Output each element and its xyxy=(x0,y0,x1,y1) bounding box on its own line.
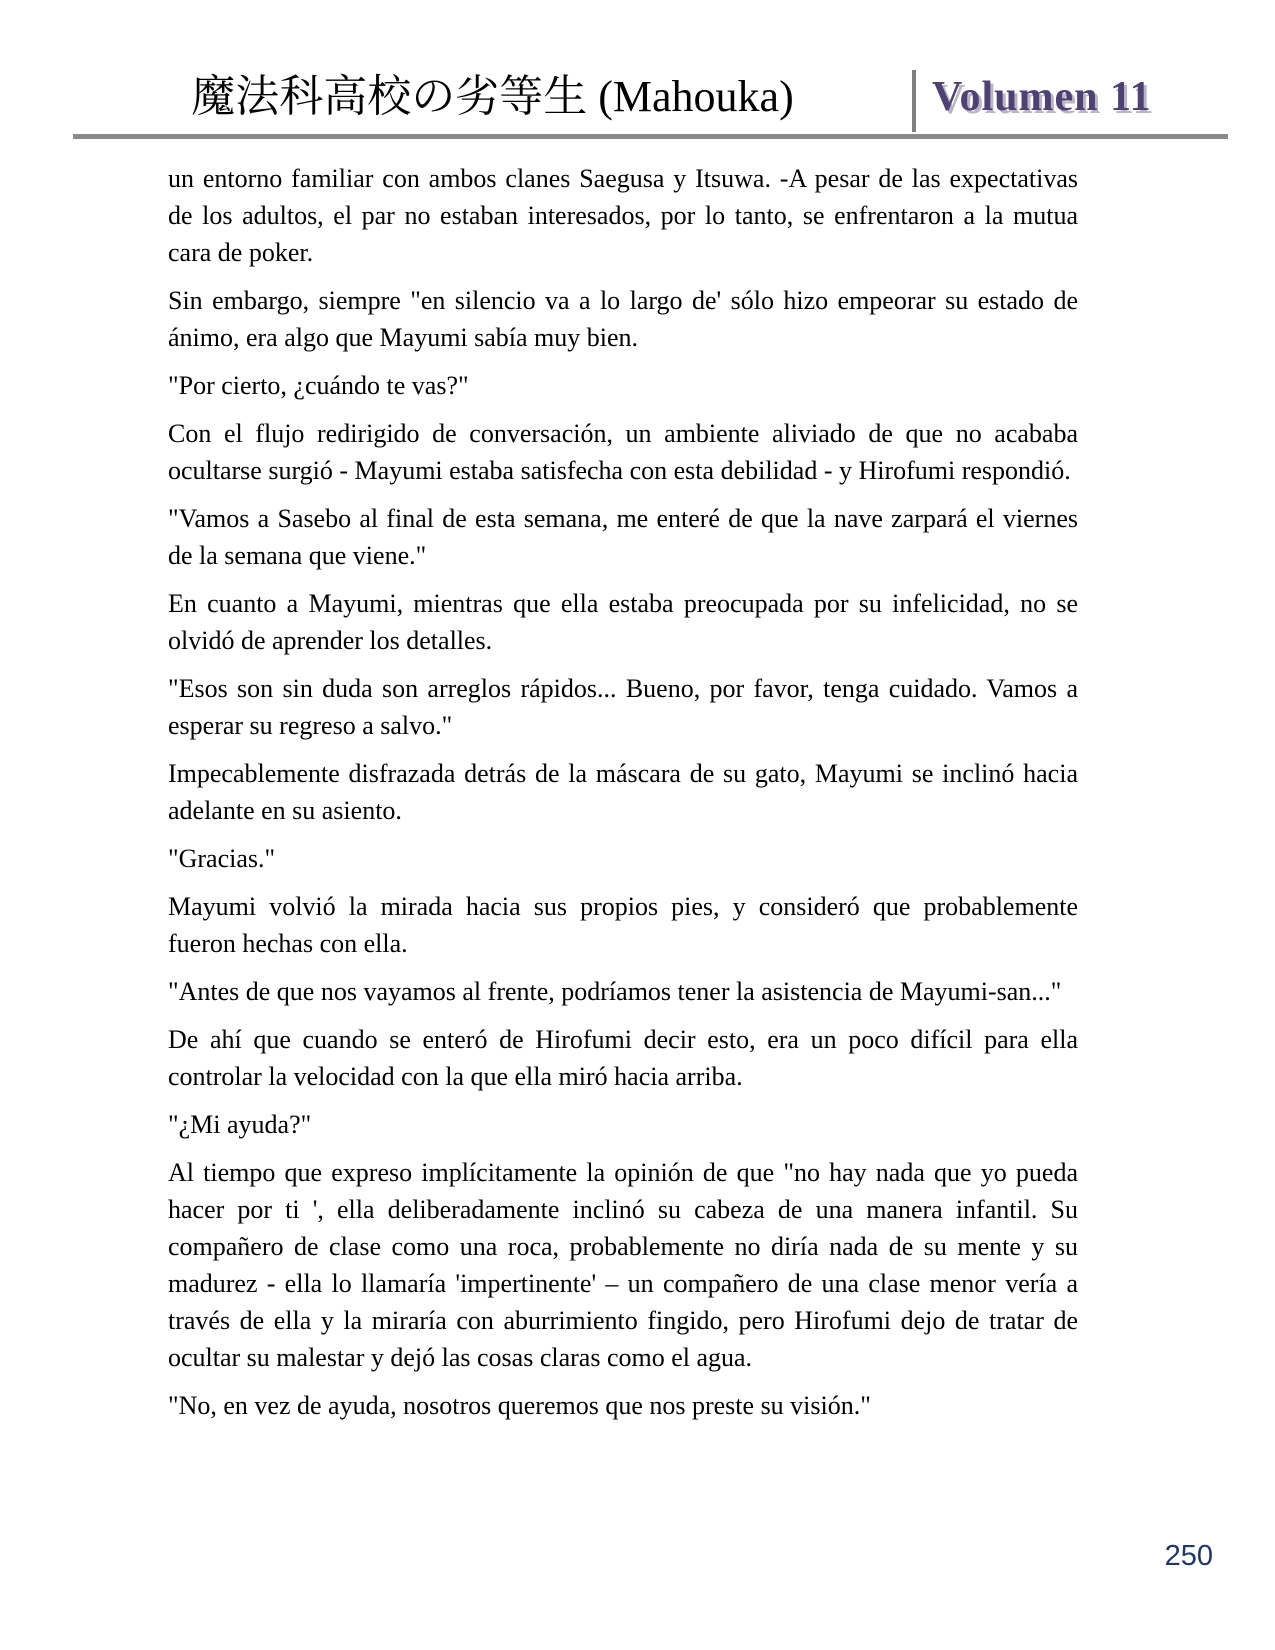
page-number: 250 xyxy=(1164,1540,1213,1572)
paragraph: Sin embargo, siempre "en silencio va a lo largo de' sólo hizo empeorar su estado de ánimo, era algo que Mayumi sabía muy bien. xyxy=(168,286,1078,352)
paragraph: Impecablemente disfrazada detrás de la máscara de su gato, Mayumi se inclinó hacia adelante en su asiento. xyxy=(168,759,1078,825)
paragraph: "Vamos a Sasebo al final de esta semana, me enteré de que la nave zarpará el viernes de la semana que viene." xyxy=(168,504,1078,570)
paragraph: "¿Mi ayuda?" xyxy=(168,1110,312,1139)
paragraph: Al tiempo que expreso implícitamente la opinión de que "no hay nada que yo pueda hacer por ti ', ella deliberadamente inclinó su cabeza de una manera infantil. Su compañero de clase como una roca, probablemente no diría nada de su mente y su madurez - ella lo llamaría 'impertinente' – un compañero de una clase menor vería a través de ella y la miraría con aburrimiento fingido, pero Hirofumi dejo de tratar de ocultar su malestar y dejó las cosas claras como el agua. xyxy=(168,1158,1078,1372)
paragraph: De ahí que cuando se enteró de Hirofumi decir esto, era un poco difícil para ella controlar la velocidad con la que ella miró hacia arriba. xyxy=(168,1025,1078,1091)
paragraph: "Por cierto, ¿cuándo te vas?" xyxy=(168,371,469,400)
paragraph: un entorno familiar con ambos clanes Saegusa y Itsuwa. -A pesar de las expectativas de los adultos, el par no estaban interesados, por lo tanto, se enfrentaron a la mutua cara de poker. xyxy=(168,164,1078,267)
paragraph: "Antes de que nos vayamos al frente, podríamos tener la asistencia de Mayumi-san..." xyxy=(168,977,1062,1006)
paragraph: "Esos son sin duda son arreglos rápidos... Bueno, por favor, tenga cuidado. Vamos a esperar su regreso a salvo." xyxy=(168,674,1078,740)
body-text xyxy=(168,160,1078,1435)
paragraph: Con el flujo redirigido de conversación, un ambiente aliviado de que no acababa ocultarse surgió - Mayumi estaba satisfecha con esta debilidad - y Hirofumi respondió. xyxy=(168,419,1078,485)
paragraph: Mayumi volvió la mirada hacia sus propios pies, y consideró que probablemente fueron hechas con ella. xyxy=(168,892,1078,958)
paragraph: En cuanto a Mayumi, mientras que ella estaba preocupada por su infelicidad, no se olvidó de aprender los detalles. xyxy=(168,589,1078,655)
page-header xyxy=(73,62,1228,139)
page-title: 魔法科高校の劣等生 (Mahouka) xyxy=(191,72,794,121)
paragraph: "Gracias." xyxy=(168,844,276,873)
paragraph: "No, en vez de ayuda, nosotros queremos que nos preste su visión." xyxy=(168,1391,871,1420)
volume-label: Volumen 11 xyxy=(932,74,1152,121)
volume-cell xyxy=(916,62,1228,132)
